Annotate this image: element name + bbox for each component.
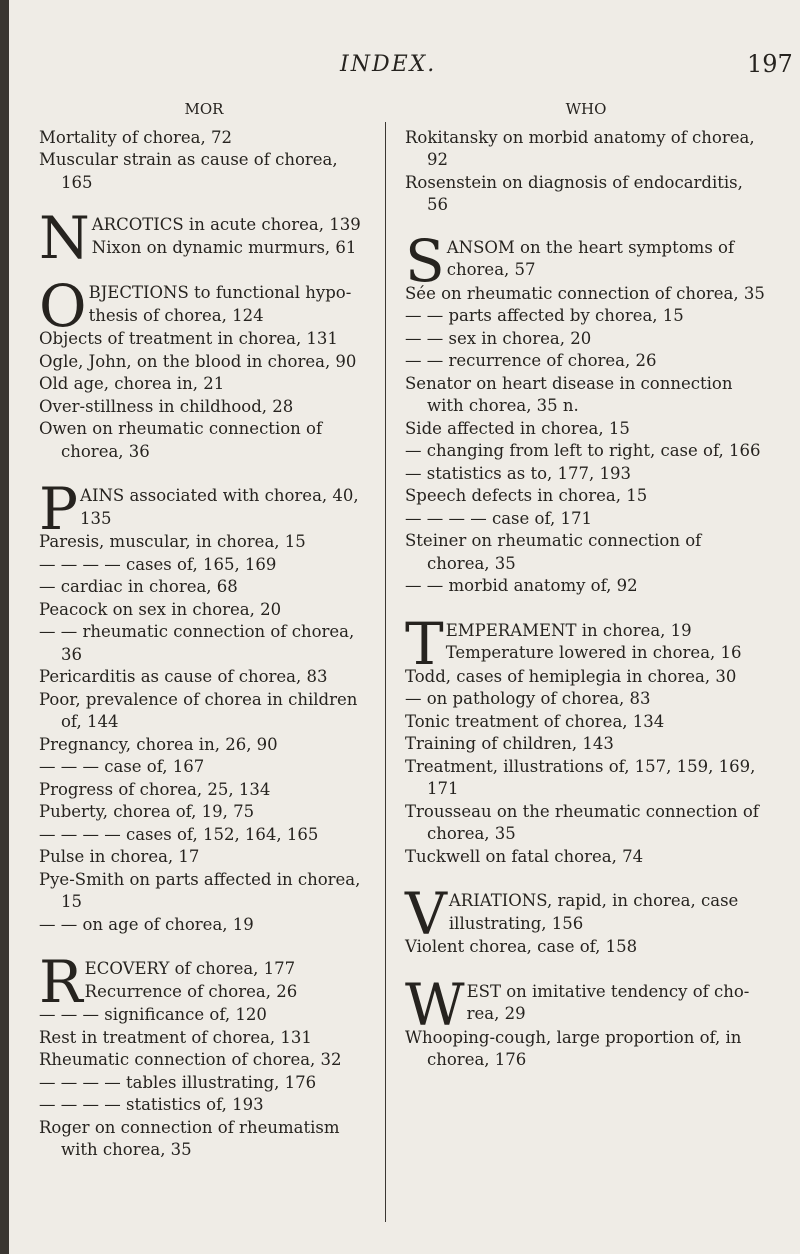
section-lead-line: Recurrence of chorea, 26 [84,981,298,1001]
index-entry: — — parts affected by chorea, 15 [405,306,684,325]
section-lead-line: AINS associated with chorea, 40, [80,486,359,505]
section-lead-line: ARCOTICS in acute chorea, 139 [91,215,361,234]
index-entry: — — — case of, 167 [39,757,205,776]
section-lead-line: illustrating, 156 [448,913,584,933]
index-entry: — — rheumatic connection of chorea, 36 [39,622,355,664]
index-entry: — cardiac in chorea, 68 [39,577,238,596]
letter-section-v [405,880,767,959]
section-lead-line: ECOVERY of chorea, 177 [84,959,296,978]
section-lead-line: 135 [80,508,112,528]
index-entry: Training of children, 143 [405,734,614,753]
drop-cap-w: W [405,970,465,1039]
drop-cap-o: O [39,272,87,340]
index-entry: Mortality of chorea, 72 [39,127,232,147]
section-lead-line: Temperature lowered in chorea, 16 [445,643,742,662]
section-lead-line: ANSOM on the heart symptoms of [446,237,735,257]
index-entry: Muscular strain as cause of chorea, 165 [39,150,338,192]
section-lead-line: BJECTIONS to functional hypo- [88,283,352,302]
page-binding-edge [0,0,9,1254]
index-entry: Whooping-cough, large proportion of, in chorea, 176 [405,1027,742,1069]
letter-section-s [405,226,767,598]
index-entry: Side affected in chorea, 15 [405,418,630,438]
index-entry: Sée on rheumatic connection of chorea, 35 [405,283,765,303]
index-entry: — — — — tables illustrating, 176 [39,1072,317,1092]
index-entry: — — — — cases of, 152, 164, 165 [39,824,319,844]
index-entry: Objects of treatment in chorea, 131 [39,329,338,348]
index-entry: Rest in treatment of chorea, 131 [39,1027,312,1047]
index-entry: — changing from left to right, case of, 166 [405,441,761,460]
index-entry: — — — significance of, 120 [39,1005,267,1024]
index-entry: Pregnancy, chorea in, 26, 90 [39,734,278,754]
letter-section-o [39,272,369,463]
index-entry: Tuckwell on fatal chorea, 74 [405,846,644,866]
index-entry: Poor, prevalence of chorea in children of, 144 [39,689,358,731]
drop-cap-s: S [405,226,445,295]
index-entry: Peacock on sex in chorea, 20 [39,599,282,619]
running-head: INDEX. [340,52,437,77]
index-entry: — — recurrence of chorea, 26 [405,351,657,370]
index-entry: Violent chorea, case of, 158 [405,937,638,956]
section-lead-line: rea, 29 [466,1004,526,1023]
index-entry: Pye-Smith on parts affected in chorea, 15 [39,869,361,911]
section-lead-line: thesis of chorea, 124 [88,305,264,325]
index-entry: Todd, cases of hemiplegia in chorea, 30 [405,666,737,686]
index-entry: Speech defects in chorea, 15 [405,486,648,505]
index-entry: Trousseau on the rheumatic connection of chorea, 35 [405,801,759,843]
index-entry: Rosenstein on diagnosis of endocarditis, 56 [405,172,743,214]
section-lead-line: ARIATIONS, rapid, in chorea, case [448,891,739,910]
index-entry: — on pathology of chorea, 83 [405,689,651,708]
section-lead-line: chorea, 57 [446,260,536,279]
section-lead-line: EST on imitative tendency of cho- [466,981,750,1001]
section-lead-line: EMPERAMENT in chorea, 19 [445,620,692,640]
drop-cap-t: T [405,609,444,678]
index-entry: Pulse in chorea, 17 [39,847,200,866]
index-entry: Treatment, illustrations of, 157, 159, 169, 171 [405,756,756,798]
index-entry: — — sex in chorea, 20 [405,328,592,348]
index-entry: Puberty, chorea of, 19, 75 [39,802,255,821]
catchword: MOR [184,100,224,118]
page-number: 197 [747,50,793,78]
index-entry: — — — — statistics of, 193 [39,1095,264,1114]
index-entry: Senator on heart disease in connection with chorea, 35 n. [405,373,733,415]
index-entry: Rheumatic connection of chorea, 32 [39,1050,342,1069]
index-entry: Owen on rheumatic connection of chorea, 36 [39,419,323,461]
drop-cap-v: V [405,880,447,948]
index-entry: Rokitansky on morbid anatomy of chorea, 92 [405,127,755,169]
index-entry: Ogle, John, on the blood in chorea, 90 [39,351,357,371]
column-divider [385,122,386,1222]
letter-section-p [39,475,369,936]
index-entry: — — — — cases of, 165, 169 [39,554,277,574]
section-lead-line: Nixon on dynamic murmurs, 61 [91,237,357,257]
index-entry: Paresis, muscular, in chorea, 15 [39,532,306,551]
index-entry: — — on age of chorea, 19 [39,914,254,934]
letter-section-t [405,609,767,869]
page-header [0,52,800,82]
right-index-column [405,98,767,1072]
index-entry: Old age, chorea in, 21 [39,374,225,393]
letter-section-r [39,948,369,1162]
drop-cap-r: R [39,948,83,1016]
index-entry: — — morbid anatomy of, 92 [405,576,638,595]
index-entry: Progress of chorea, 25, 134 [39,779,271,799]
letter-section-n [39,204,369,272]
index-entry: Over-stillness in childhood, 28 [39,396,294,416]
index-entry: — statistics as to, 177, 193 [405,463,631,483]
left-index-column [39,98,369,1162]
drop-cap-n: N [39,204,90,272]
letter-section-w [405,970,767,1072]
index-entry: Pericarditis as cause of chorea, 83 [39,667,328,686]
drop-cap-p: P [39,475,79,543]
index-entry: Steiner on rheumatic connection of chorea, 35 [405,531,702,573]
index-entry: — — — — case of, 171 [405,508,592,528]
index-entry: Roger on connection of rheumatism with chorea, 35 [39,1117,340,1159]
catchword: WHO [565,100,607,118]
index-entry: Tonic treatment of chorea, 134 [405,711,665,731]
